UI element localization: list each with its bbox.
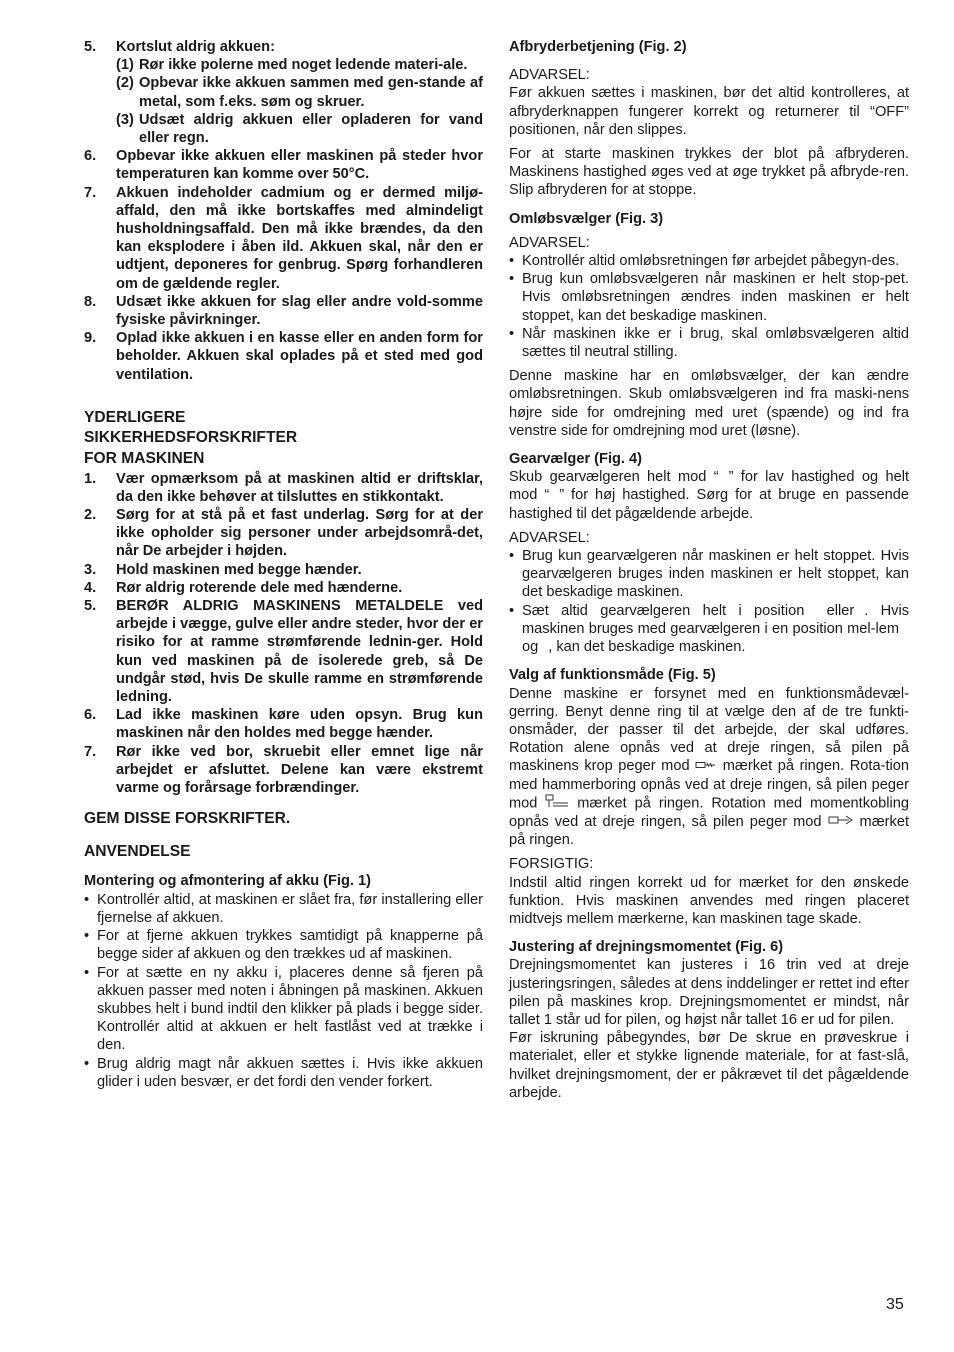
list-item: 3. Hold maskinen med begge hænder. — [84, 561, 362, 578]
list-item: • Brug kun gearvælgeren når maskinen er helt stoppet. Hvis gearvælgeren bruges inden maskinen er helt stoppet, kan det beskadige maskinen. — [509, 548, 909, 601]
mode-heading: Valg af funktionsmåde (Fig. 5) — [509, 667, 716, 684]
list-item: • For at fjerne akkuen trykkes samtidigt på knapperne på begge sider af akkuen og den trækkes ud af maskinen. — [84, 928, 483, 963]
list-item: 4. Rør aldrig roterende dele med hænderne. — [84, 579, 403, 596]
list-item: • Når maskinen ikke er i brug, skal omløbsvælgeren altid sættes til neutral stilling. — [509, 325, 909, 361]
switch-heading: Afbryderbetjening (Fig. 2) — [509, 39, 687, 55]
list-item: 5. Kortslut aldrig akkuen: — [84, 39, 275, 55]
gear-bullets — [509, 547, 909, 656]
heading-extra-safety: YDERLIGERE SIKKERHEDSFORSKRIFTER FOR MASKINEN — [84, 408, 298, 468]
drill-bit-icon — [695, 757, 717, 775]
list-item: 5. BERØR ALDRIG MASKINENS METALDELE ved arbejde i vægge, gulve eller andre steder, hvor der er risiko for at ramme strømførende lednin-ger. Hold kun ved maskinen på de isolerede greb, så De undgår stød, hvis De skulle ramme en strømførende ledning. — [84, 598, 483, 706]
list-item: (3) Udsæt aldrig akkuen eller opladeren for vand eller regn. — [116, 111, 483, 147]
list-item: 8. Udsæt ikke akkuen for slag eller andre vold-somme fysiske påvirkninger. — [84, 293, 483, 329]
mode-text: Denne maskine er forsynet med en funktionsmådevæl-gerring. Benyt denne ring til at vælge den af de tre funkti-onsmåder, der passer til det arbejde, der skal udføres. Rotation alene opnås ved at dreje ringen, så pilen på maskinens krop peger mod mærket på ringen. Rota-tion med hammerboring opnås ved at dreje ringen, så pilen peger mod mærket på ringen. Rotation med momentkobling opnås ved at dreje ringen, så pilen peger mod mærket på ringen. — [509, 685, 910, 849]
warning-label: ADVARSEL: — [509, 67, 590, 84]
reverse-text: Denne maskine har en omløbsvælger, der kan ændre omløbsretningen. Skub omløbsvælgeren ind fra maski-nens højre side for omdrejning med uret (spænde) og ind fra venstre side for omdrejning mod uret (løsne). — [509, 368, 909, 439]
reverse-bullets — [509, 252, 909, 361]
list-item: • Brug aldrig magt når akkuen sættes i. Hvis ikke akkuen glider i uden besvær, er det fordi den vender forkert. — [84, 1055, 483, 1090]
use-heading: ANVENDELSE — [84, 842, 191, 860]
battery-bullets — [84, 891, 483, 1091]
right-column — [509, 38, 909, 1102]
sub-list — [84, 56, 483, 147]
torque-text-1: Drejningsmomentet kan justeres i 16 trin ved at dreje justeringsringen, således at dens inddelinger er rettet ind efter pilen på maskines krop. Drejningsmomentet er mindst, når tallet 1 står ud for pilen, og højst når tallet 16 er ud for pilen. — [509, 957, 909, 1029]
list-item: 7. Rør ikke ved bor, skruebit eller emnet lige når arbejdet er afsluttet. Delene kan være ekstremt varme og forårsage forbrændinger. — [84, 743, 483, 797]
list-item: 6. Lad ikke maskinen køre uden opsyn. Brug kun maskinen når den holdes med begge hænder. — [84, 707, 483, 742]
gear-text: Skub gearvælgeren helt mod “ ” for lav hastighed og helt mod “ ” for høj hastighed. Sørg for at bruge en passende hastighed til det pågældende arbejde. — [509, 469, 909, 522]
save-instructions-heading: GEM DISSE FORSKRIFTER. — [84, 810, 291, 828]
page-number: 35 — [886, 1296, 904, 1313]
battery-safety-list — [84, 38, 483, 384]
list-item: • For at sætte en ny akku i, placeres denne så fjeren på akkuen passer med noten i åbningen på maskinen. Akkuen skubbes helt i bund indtil den klikker på plads i begge sider. Kontrollér altid at akkuen er helt fastlåst ved at trække i den. — [84, 964, 483, 1054]
list-item: 7. Akkuen indeholder cadmium og er dermed miljø-affald, den må ikke bortskaffes med almindeligt husholdningsaffald. Den må ikke brændes, da den kan eksplodere i åben ild. Akkuen skal, når den er udtjent, deponeres for genbrug. Spørg forhandleren om de gældende regler. — [84, 184, 483, 292]
list-item: • Brug kun omløbsvælgeren når maskinen er helt stop-pet. Hvis omløbsretningen ændres inden maskinen er helt stoppet, kan det beskadige maskinen. — [509, 271, 909, 324]
list-item: 2. Sørg for at stå på et fast underlag. Sørg for at der ikke opholder sig personer under arbejdsområ-det, når De arbejder i højden. — [84, 507, 483, 560]
machine-safety-list — [84, 470, 483, 798]
list-item: • Kontrollér altid omløbsretningen før arbejdet påbegyn-des. — [509, 253, 900, 270]
list-item: 6. Opbevar ikke akkuen eller maskinen på steder hvor temperaturen kan komme over 50°C. — [84, 148, 483, 183]
list-item: (2) Opbevar ikke akkuen sammen med gen-stande af metal, som f.eks. søm og skruer. — [116, 75, 483, 110]
warning-label: ADVARSEL: — [509, 234, 590, 251]
caution-label: FORSIGTIG: — [509, 856, 594, 873]
mode-caution-text: Indstil altid ringen korrekt ud for mærket for den ønskede funktion. Hvis maskinen anvendes med ringen placeret midtvejs mellem mærkerne, kan maskinen tage skade. — [509, 874, 909, 927]
warning-label: ADVARSEL: — [509, 529, 590, 546]
screwdriver-icon — [828, 813, 854, 831]
list-item: 9. Oplad ikke akkuen i en kasse eller en anden form for beholder. Akkuen skal oplades på et sted med god ventilation. — [84, 330, 483, 383]
left-column — [84, 38, 483, 1091]
list-item: 1. Vær opmærksom på at maskinen altid er driftsklar, da den ikke behøver at tilsluttes en stikkontakt. — [84, 470, 483, 505]
gear-heading: Gearvælger (Fig. 4) — [509, 451, 643, 468]
list-item: (1) Rør ikke polerne med noget ledende materi-ale. — [116, 57, 468, 74]
torque-text-2: Før iskruning påbegyndes, bør De skrue en prøveskrue i materialet, eller et stykke lignende materiale, for at fast-slå, hvilket drejningsmoment, der er påkrævet til det pågældende arbejde. — [509, 1030, 909, 1101]
hammer-icon — [545, 794, 569, 813]
list-item: • Sæt altid gearvælgeren helt i position eller . Hvis maskinen bruges med gearvælgeren i en position mel-lem og , kan det beskadige maskinen. — [509, 602, 910, 656]
switch-text: For at starte maskinen trykkes der blot på afbryderen. Maskinens hastighed øges ved at øge trykket på afbryde-ren. Slip afbryderen for at stoppe. — [509, 146, 909, 199]
list-item: • Kontrollér altid, at maskinen er slået fra, før installering eller fjernelse af akkuen. — [84, 891, 483, 926]
torque-heading: Justering af drejningsmomentet (Fig. 6) — [509, 939, 784, 956]
battery-heading: Montering og afmontering af akku (Fig. 1) — [84, 873, 372, 890]
reverse-heading: Omløbsvælger (Fig. 3) — [509, 210, 664, 227]
switch-warning-text: Før akkuen sættes i maskinen, bør det altid kontrolleres, at afbryderknappen fungerer korrekt og returnerer til “OFF” positionen, når den slippes. — [509, 85, 909, 138]
